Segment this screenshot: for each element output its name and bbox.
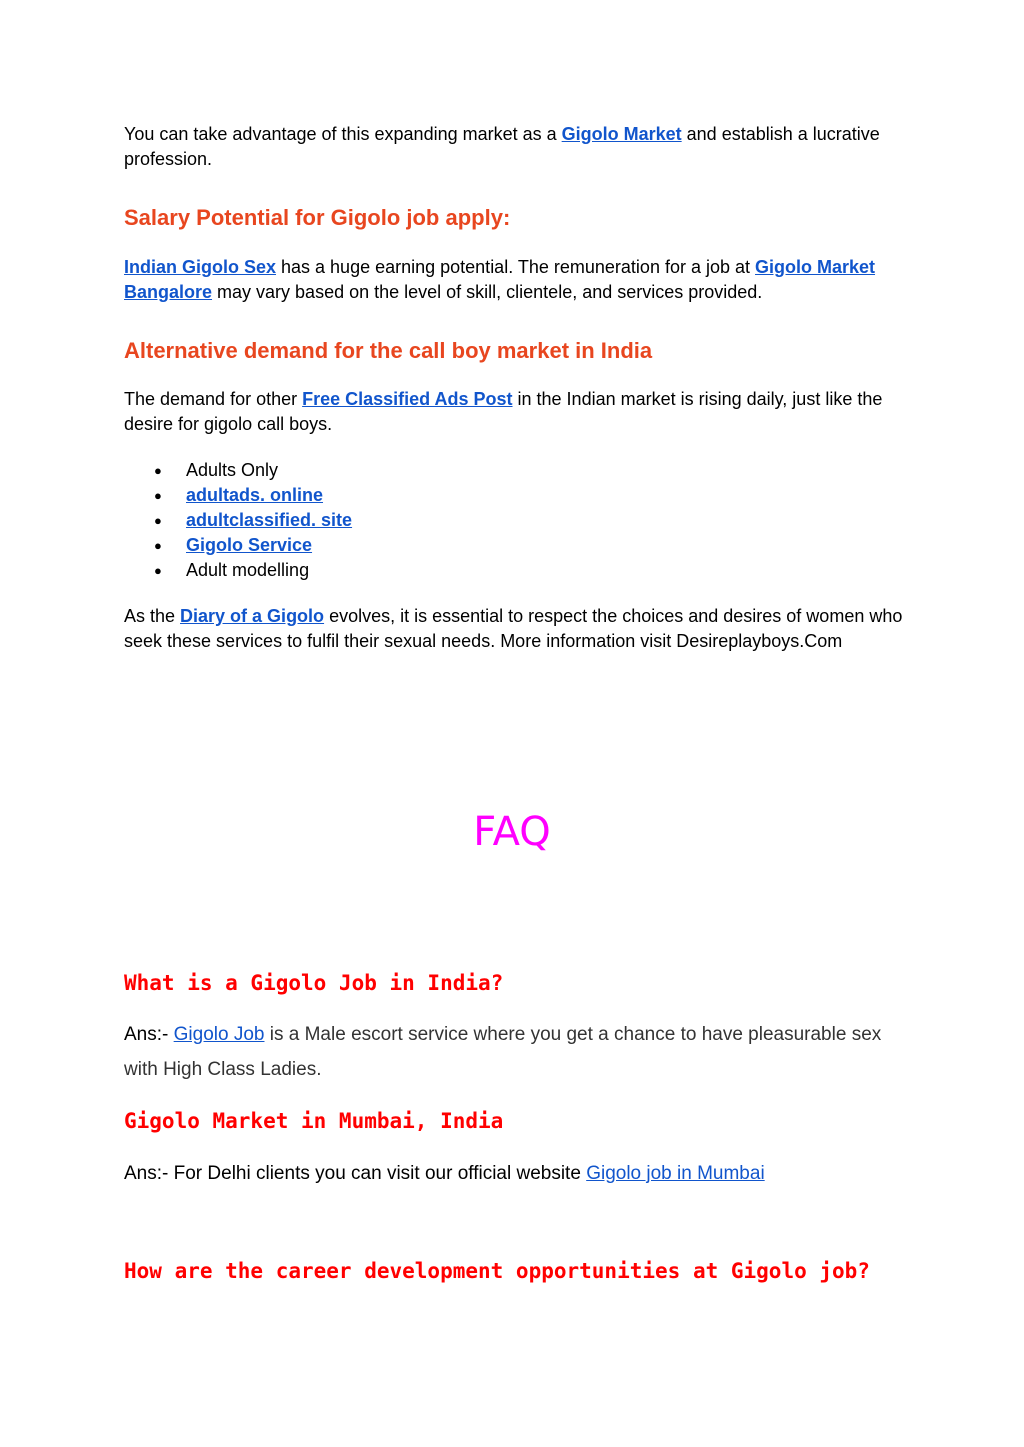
faq-answer-1 bbox=[124, 1017, 904, 1087]
indian-gigolo-sex-link[interactable]: Indian Gigolo Sex bbox=[124, 257, 277, 277]
list-item bbox=[124, 508, 904, 533]
list-item bbox=[124, 483, 904, 508]
alternative-paragraph bbox=[124, 387, 904, 437]
intro-text-after: and establish a lucrative profession. bbox=[124, 124, 880, 169]
list-item-label: Adults Only bbox=[186, 460, 279, 480]
gigolo-market-link[interactable]: Gigolo Market bbox=[561, 124, 682, 144]
gigolo-service-link[interactable]: Gigolo Service bbox=[186, 535, 313, 555]
bullet-list bbox=[124, 458, 904, 583]
alternative-text-after: in the Indian market is rising daily, just like the desire for gigolo call boys. bbox=[124, 389, 883, 434]
bullet-icon: ● bbox=[154, 488, 162, 503]
salary-paragraph bbox=[124, 255, 904, 305]
free-classified-ads-post-link[interactable]: Free Classified Ads Post bbox=[302, 389, 513, 409]
bullet-icon: ● bbox=[154, 538, 162, 553]
bullet-list-container bbox=[124, 458, 904, 583]
diary-text-before: As the bbox=[124, 606, 181, 626]
list-item bbox=[124, 533, 904, 558]
diary-of-a-gigolo-link[interactable]: Diary of a Gigolo bbox=[180, 606, 325, 626]
faq-answer-1-text: is a Male escort service where you get a chance to have pleasurable sex with High Class Ladies. bbox=[124, 1024, 882, 1080]
list-item-label: Adult modelling bbox=[186, 560, 310, 580]
diary-text-after: evolves, it is essential to respect the choices and desires of women who seek these services to fulfil their sexual needs. More information visit Desireplayboys.Com bbox=[124, 606, 903, 651]
salary-text-mid: has a huge earning potential. The remuneration for a job at bbox=[276, 257, 756, 277]
faq-question-3: How are the career development opportunities at Gigolo job? bbox=[124, 1259, 870, 1283]
faq-answer-2-text: For Delhi clients you can visit our official website bbox=[168, 1163, 587, 1184]
faq-answer-2 bbox=[124, 1160, 904, 1188]
list-item bbox=[124, 458, 904, 483]
list-item bbox=[124, 558, 904, 583]
answer-label: Ans:- bbox=[124, 1163, 169, 1184]
adultclassified-site-link[interactable]: adultclassified. site bbox=[186, 510, 353, 530]
answer-label: Ans:- bbox=[124, 1024, 169, 1045]
gigolo-job-link[interactable]: Gigolo Job bbox=[173, 1024, 265, 1045]
salary-text-after: may vary based on the level of skill, clientele, and services provided. bbox=[212, 282, 763, 302]
intro-text-before: You can take advantage of this expanding market as a bbox=[124, 124, 562, 144]
bullet-icon: ● bbox=[154, 513, 162, 528]
faq-question-2: Gigolo Market in Mumbai, India bbox=[124, 1109, 504, 1133]
gigolo-job-in-mumbai-link[interactable]: Gigolo job in Mumbai bbox=[586, 1163, 765, 1184]
salary-heading: Salary Potential for Gigolo job apply: bbox=[124, 205, 511, 230]
intro-paragraph bbox=[124, 122, 904, 172]
alternative-heading: Alternative demand for the call boy market in India bbox=[124, 338, 653, 363]
faq-title: FAQ bbox=[473, 809, 551, 855]
adultads-online-link[interactable]: adultads. online bbox=[186, 485, 324, 505]
bullet-icon: ● bbox=[154, 463, 162, 478]
diary-paragraph bbox=[124, 604, 904, 654]
bullet-icon: ● bbox=[154, 563, 162, 578]
alternative-text-before: The demand for other bbox=[124, 389, 303, 409]
gigolo-market-bangalore-link[interactable]: Gigolo Market Bangalore bbox=[124, 257, 876, 302]
faq-question-1: What is a Gigolo Job in India? bbox=[124, 971, 504, 995]
